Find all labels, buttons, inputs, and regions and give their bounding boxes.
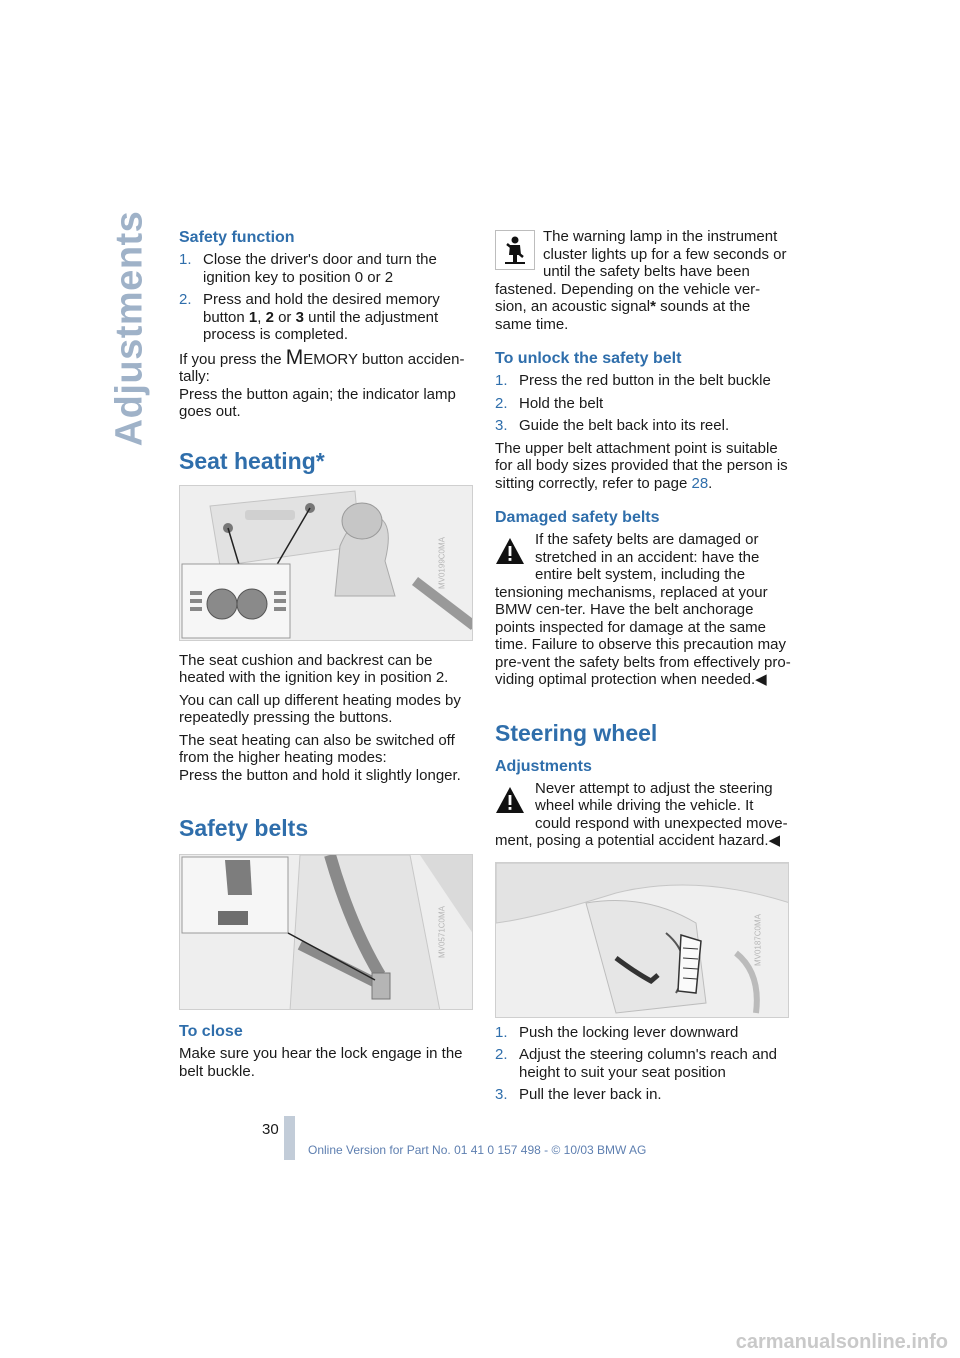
accidental-press-remedy: Press the button again; the indicator lamp goes out. [179,385,456,420]
page-reference-link[interactable]: 28 [691,474,709,492]
list-item: 2. Press and hold the desired memory button 1, 2 or 3 until the adjustment process is completed. [179,291,440,343]
figure-code: MV0187C0MA [753,913,763,966]
unlock-belt-title: To unlock the safety belt [495,350,682,367]
list-item: 3. Pull the lever back in. [495,1086,662,1103]
list-item: 1. Close the driver's door and turn the ignition key to position 0 or 2 [179,251,437,286]
side-tab-label: Adjustments [108,210,151,446]
safety-belts-illustration [180,855,473,1010]
footer-bar [284,1116,295,1160]
figure-code: MV0571C0MA [437,905,447,959]
figure-code: MV0199C0MA [437,536,447,589]
seat-heating-paragraph: You can call up different heating modes by repeatedly pressing the buttons. [179,691,461,726]
seat-heating-switch-off-instruction: Press the button and hold it slightly longer. [179,766,461,784]
belt-attachment-note: The upper belt attachment point is suitable for all body sizes provided that the person is sitting correctly, refer to page 28. [495,439,788,492]
damaged-belts-title: Damaged safety belts [495,509,660,526]
list-item: 1. Push the locking lever downward [495,1023,739,1041]
page-number: 30 [262,1121,279,1138]
steering-warning: Never attempt to adjust the steering wheel while driving the vehicle. It could respond with unexpected move-ment, posing a potential accident hazard.◀ [495,779,788,849]
list-item: 1. Press the red button in the belt buckle [495,372,771,389]
steering-adjustments-title: Adjustments [495,757,592,775]
warning-triangle-icon [495,537,525,567]
steering-wheel-title: Steering wheel [495,719,658,746]
right-column [495,228,791,1109]
steering-illustration [496,863,789,1018]
footer-text: Online Version for Part No. 01 41 0 157 498 - © 10/03 BMW AG [308,1143,647,1157]
to-close-title: To close [179,1023,243,1040]
left-column [179,228,475,1085]
steering-steps [495,1024,791,1104]
list-item: 2. Hold the belt [495,394,604,412]
damaged-belts-warning: If the safety belts are damaged or stretched in an accident: have the entire belt system, including the tensioning mechanisms, replaced at your BMW cen-ter. Have the belt anchorage points inspected for damage at the same time. Failure to observe this precaution may pre-vent the safety belts from effectively pro-viding optimal protection when needed.◀ [495,531,791,688]
side-tab [100,210,160,446]
seat-heating-figure [179,485,473,641]
to-close-text: Make sure you hear the lock engage in the belt buckle. [179,1045,463,1080]
safety-belts-figure [179,854,473,1010]
list-item: 3. Guide the belt back into its reel. [495,417,730,434]
warning-triangle-icon [495,786,525,816]
seat-heating-switch-off: The seat heating can also be switched off from the higher heating modes: [179,731,455,766]
seat-heating-illustration [180,486,473,641]
safety-function-steps [179,251,475,344]
steering-figure [495,862,789,1018]
accidental-press-note: If you press the MEMORY button acciden-tally: [179,345,465,385]
unlock-belt-steps [495,372,791,435]
safety-belts-title: Safety belts [179,815,309,841]
seat-heating-paragraph: The seat cushion and backrest can be heated with the ignition key in position 2. [179,651,449,686]
seat-heating-title: Seat heating* [179,447,325,474]
safety-function-title: Safety function [179,229,295,246]
seatbelt-warning-icon [495,230,535,270]
watermark: carmanualsonline.info [735,1331,948,1353]
list-item: 2. Adjust the steering column's reach and height to suit your seat position [495,1046,778,1081]
warning-lamp-note: The warning lamp in the instrument cluster lights up for a few seconds or until the safety belts have been fastened. Depending on the vehicle ver-sion, an acoustic signal* sounds at the same time. [495,228,787,333]
